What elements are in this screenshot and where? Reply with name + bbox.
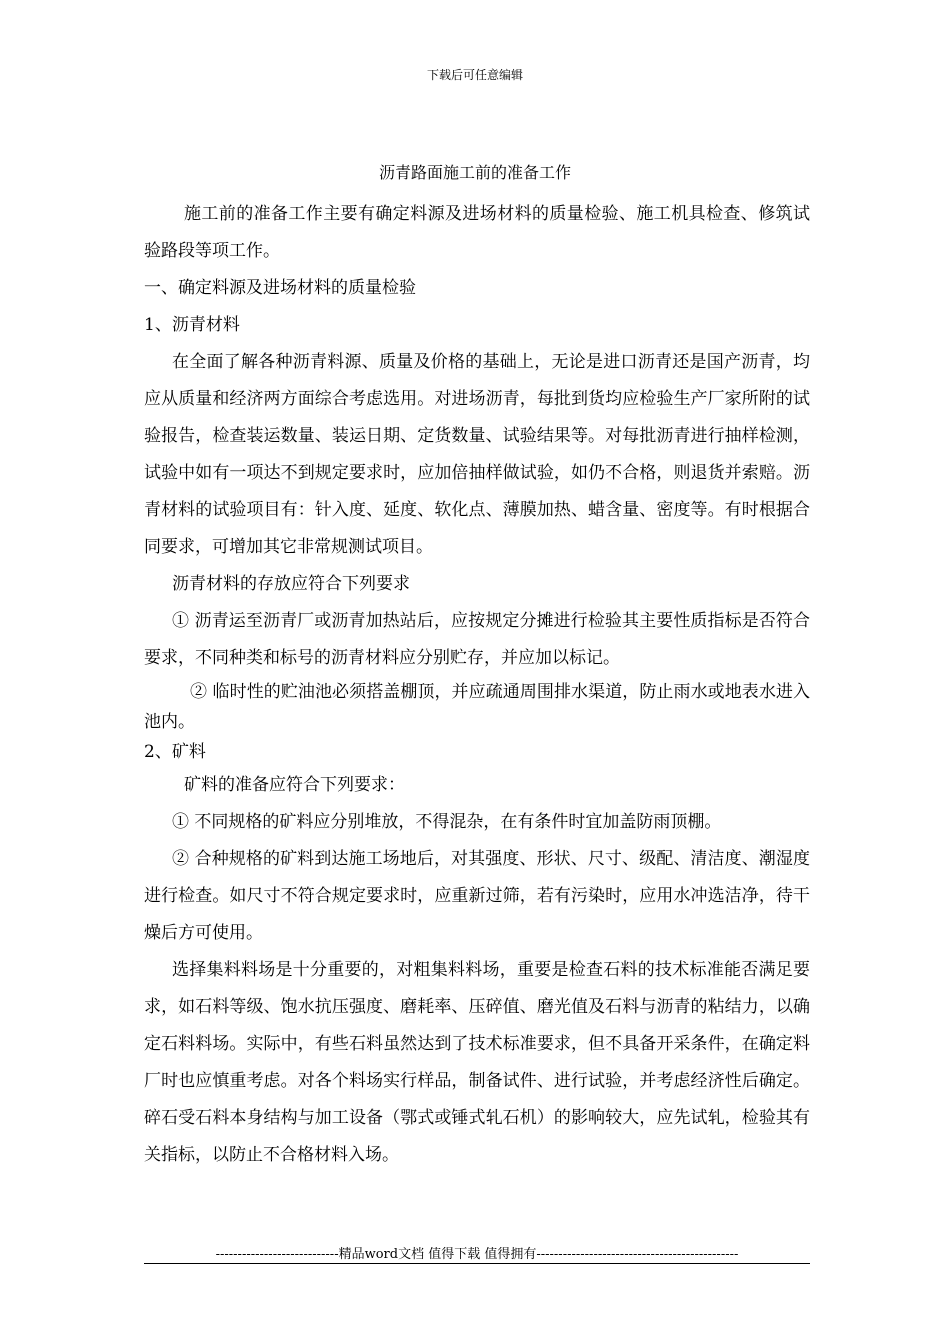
- document-title: 沥青路面施工前的准备工作: [378, 163, 571, 182]
- aggregate-item-2: ② 合种规格的矿料到达施工场地后，对其强度、形状、尺寸、级配、清洁度、潮湿度进行检查。如尺寸不符合规定要求时，应重新过筛，若有污染时，应用水冲选洁净，待干燥后方可使用。: [144, 849, 810, 943]
- intro-paragraph: 施工前的准备工作主要有确定料源及进场材料的质量检验、施工机具检查、修筑试验路段等项工作。: [144, 204, 810, 261]
- document-body: [144, 196, 810, 1174]
- subsection-heading-asphalt: 1、沥青材料: [144, 315, 240, 335]
- asphalt-storage-heading: 沥青材料的存放应符合下列要求: [172, 574, 410, 594]
- section-heading-1: 一、确定料源及进场材料的质量检验: [144, 278, 416, 298]
- asphalt-paragraph: 在全面了解各种沥青料源、质量及价格的基础上，无论是进口沥青还是国产沥青，均应从质量和经济两方面综合考虑选用。对进场沥青，每批到货均应检验生产厂家所附的试验报告，检查装运数量、装运日期、定货数量、试验结果等。对每批沥青进行抽样检测，试验中如有一项达不到规定要求时，应加倍抽样做试验，如仍不合格，则退货并索赔。沥青材料的试验项目有：针入度、延度、软化点、薄膜加热、蜡含量、密度等。有时根据合同要求，可增加其它非常规测试项目。: [144, 352, 810, 557]
- aggregate-item-1: ① 不同规格的矿料应分别堆放，不得混杂，在有条件时宜加盖防雨顶棚。: [172, 812, 722, 832]
- aggregate-requirements-heading: 矿料的准备应符合下列要求：: [184, 775, 405, 795]
- page-header: 下载后可任意编辑: [426, 68, 523, 82]
- quarry-selection-paragraph: 选择集料料场是十分重要的，对粗集料料场，重要是检查石料的技术标准能否满足要求，如石料等级、饱水抗压强度、磨耗率、压碎值、磨光值及石料与沥青的粘结力，以确定石料料场。实际中，有些石料虽然达到了技术标准要求，但不具备开采条件，在确定料厂时也应慎重考虑。对各个料场实行样品，制备试件、进行试验，并考虑经济性后确定。碎石受石料本身结构与加工设备（鄂式或锤式轧石机）的影响较大，应先试轧，检验其有关指标，以防止不合格材料入场。: [144, 960, 810, 1165]
- page-footer: ----------------------------精品word文档 值得下载 值得拥有----------------------------------------------: [215, 1247, 739, 1262]
- asphalt-storage-item-1: ① 沥青运至沥青厂或沥青加热站后，应按规定分摊进行检验其主要性质指标是否符合要求，不同种类和标号的沥青材料应分别贮存，并应加以标记。: [144, 611, 810, 668]
- asphalt-storage-item-2: ② 临时性的贮油池必须搭盖棚顶，并应疏通周围排水渠道，防止雨水或地表水进入池内。: [144, 682, 810, 732]
- subsection-heading-aggregate: 2、矿料: [144, 742, 206, 762]
- footer-divider: [144, 1263, 810, 1264]
